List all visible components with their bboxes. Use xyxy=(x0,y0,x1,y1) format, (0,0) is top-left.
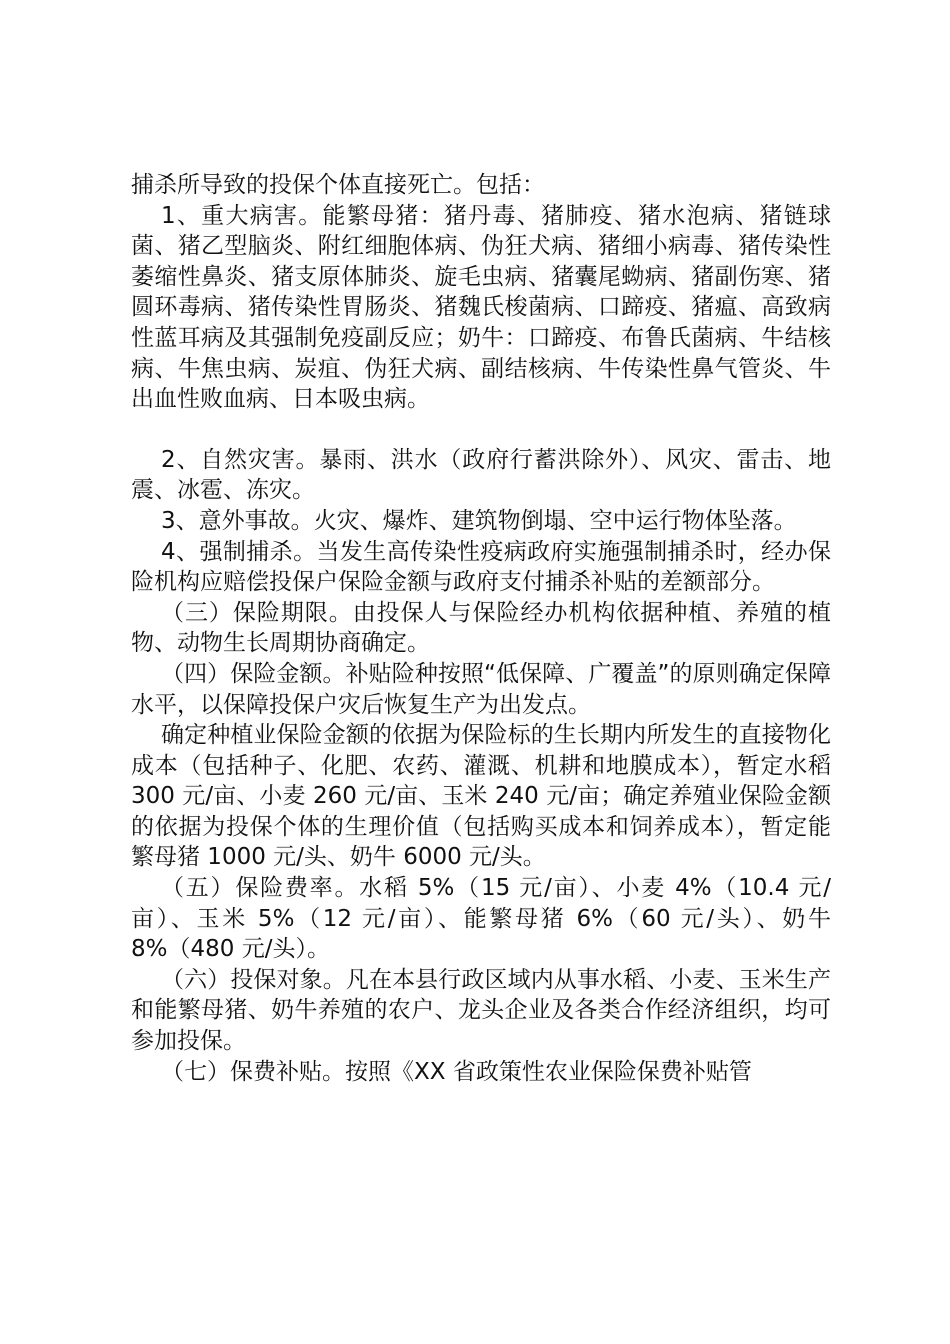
section-5-premium-rate: （五）保险费率。水稻 5%（15 元/亩）、小麦 4%（10.4 元/亩）、玉米 5%（12 元/亩）、能繁母猪 6%（60 元/头）、奶牛 8%（480 元/头）。 xyxy=(131,875,831,963)
document-body xyxy=(131,170,831,1087)
item-2-natural-disasters: 2、自然灾害。暴雨、洪水（政府行蓄洪除外）、风灾、雷击、地震、冰雹、冻灾。 xyxy=(131,446,831,504)
insured-amount-detail: 确定种植业保险金额的依据为保险标的生长期内所发生的直接物化成本（包括种子、化肥、农药、灌溉、机耕和地膜成本），暂定水稻 300 元/亩、小麦 260 元/亩、玉米 240 元/亩；确定养殖业保险金额的依据为投保个体的生理价值（包括购买成本和饲养成本），暂定能繁母猪 1000 元/头、奶牛 6000 元/头。 xyxy=(131,722,831,871)
section-4-insured-amount: （四）保险金额。补贴险种按照“低保障、广覆盖”的原则确定保障水平，以保障投保户灾后恢复生产为出发点。 xyxy=(131,660,831,718)
section-6-insured-parties: （六）投保对象。凡在本县行政区域内从事水稻、小麦、玉米生产和能繁母猪、奶牛养殖的农户、龙头企业及各类合作经济组织，均可参加投保。 xyxy=(131,966,831,1055)
paragraph-gap xyxy=(131,415,831,445)
item-1-major-diseases: 1、重大病害。能繁母猪：猪丹毒、猪肺疫、猪水泡病、猪链球菌、猪乙型脑炎、附红细胞体病、伪狂犬病、猪细小病毒、猪传染性萎缩性鼻炎、猪支原体肺炎、旋毛虫病、猪囊尾蚴病、猪副伤寒、猪圆环毒病、猪传染性胃肠炎、猪魏氏梭菌病、口蹄疫、猪瘟、高致病性蓝耳病及其强制免疫副反应；奶牛：口蹄疫、布鲁氏菌病、牛结核病、牛焦虫病、炭疽、伪狂犬病、副结核病、牛传染性鼻气管炎、牛出血性败血病、日本吸虫病。 xyxy=(131,202,831,413)
section-3-insurance-period: （三）保险期限。由投保人与保险经办机构依据种植、养殖的植物、动物生长周期协商确定。 xyxy=(131,599,831,657)
intro-paragraph: 捕杀所导致的投保个体直接死亡。包括： xyxy=(131,172,545,198)
item-3-accidents: 3、意外事故。火灾、爆炸、建筑物倒塌、空中运行物体坠落。 xyxy=(161,507,797,534)
item-4-compulsory-culling: 4、强制捕杀。当发生高传染性疫病政府实施强制捕杀时，经办保险机构应赔偿投保户保险金额与政府支付捕杀补贴的差额部分。 xyxy=(131,538,831,596)
section-7-premium-subsidy: （七）保费补贴。按照《XX 省政策性农业保险保费补贴管 xyxy=(161,1058,752,1085)
